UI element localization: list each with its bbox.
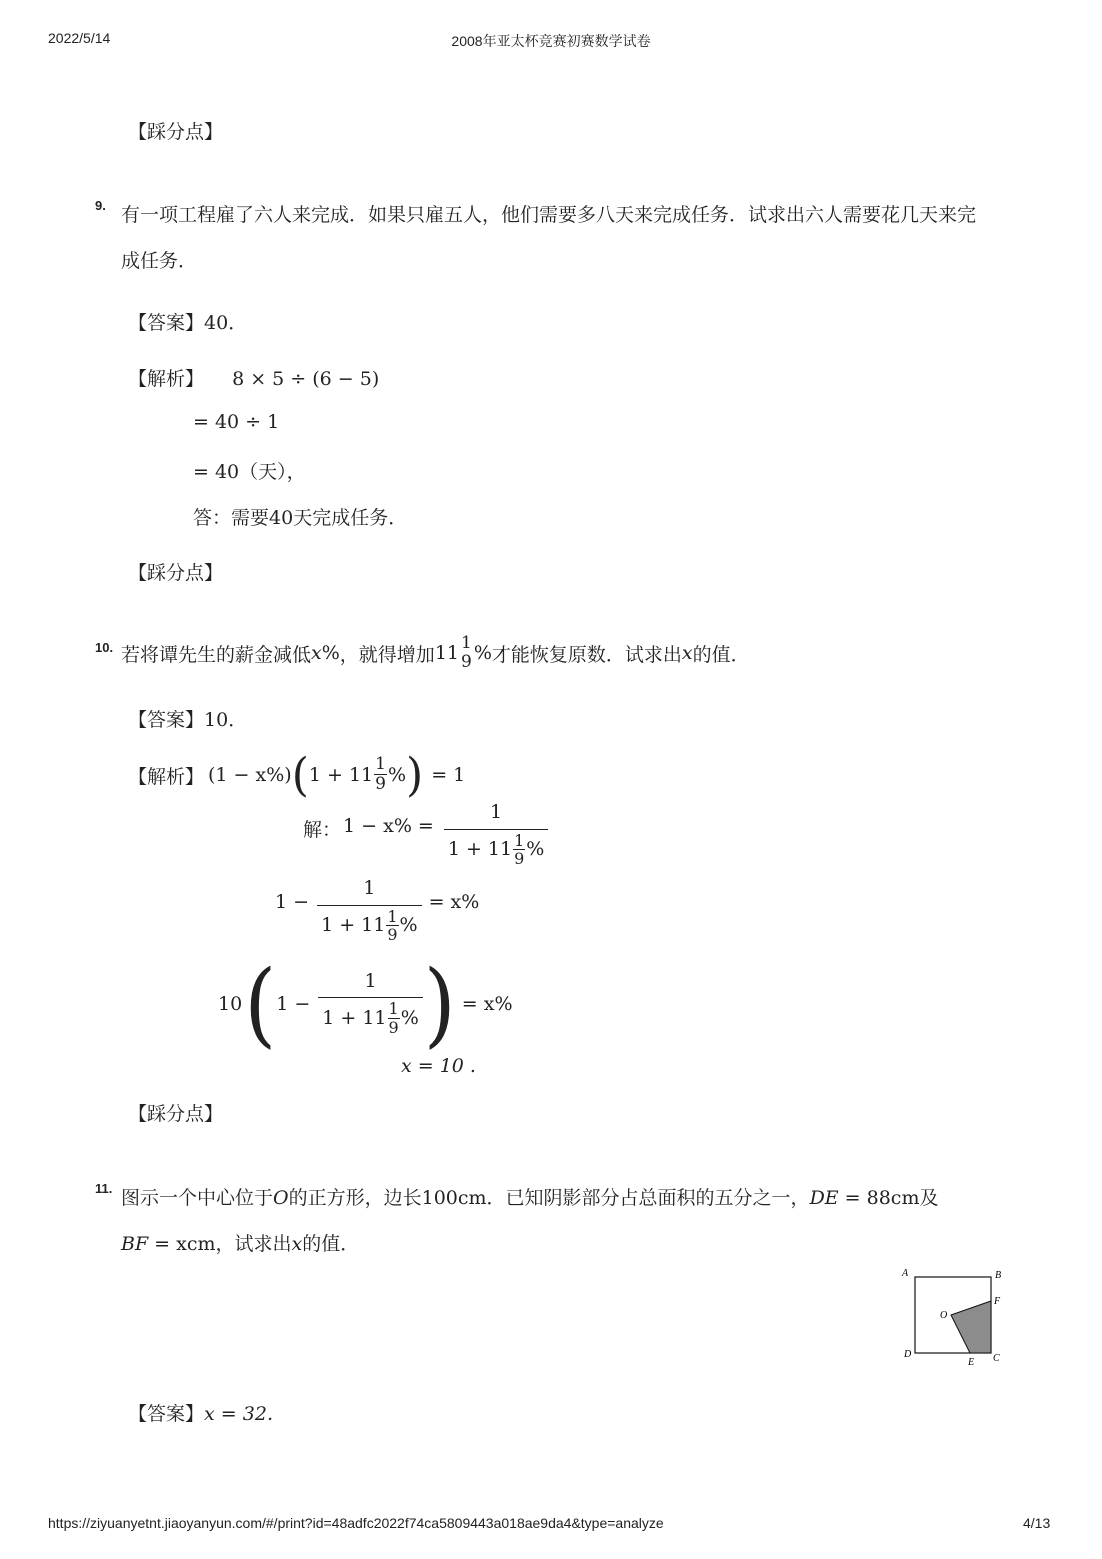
question-number: 9. (95, 198, 106, 213)
fraction: 1 1 + 11 $\frac{1}{9}$ % (318, 971, 423, 1038)
math-step: 解： 1 − x% = 1 1 + 11 $\frac{1}{9}$ % (303, 800, 549, 880)
fraction: 1 1 + 11 $\frac{1}{9}$ % (317, 878, 422, 945)
math-step: 【解析】 (1 − x%) ( 1 + 11 $\frac{1}{9}$ % ) = 1 (128, 748, 466, 802)
math-step: 8 × 5 ÷ (6 − 5) (232, 368, 380, 390)
question-text: 若将谭先生的薪金减低 x % ，就得增加 11 1 9 % 才能恢复原数．试求出 x 的值． (121, 632, 750, 672)
answer-label: 【答案】 (128, 709, 205, 731)
fraction: 1 1 + 11 $\frac{1}{9}$ % (444, 802, 549, 869)
answer-label: 【答案】 (128, 1403, 205, 1425)
answer-value: 10． (204, 709, 248, 731)
answer-sentence: 答：需要40天完成任务． (193, 507, 408, 529)
page-number: 4/13 (1023, 1515, 1051, 1531)
math-step: 1 − 1 1 + 11 $\frac{1}{9}$ % = x% (275, 877, 480, 945)
label-b: B (995, 1270, 1002, 1281)
score-label: 【踩分点】 (128, 121, 224, 143)
question-number: 10. (95, 640, 114, 655)
footer-url: https://ziyuanyetnt.jiaoyanyun.com/#/print?id=48adfc2022f74ca5809443a018ae9da4&type=analyze (48, 1515, 664, 1531)
question-text: 有一项工程雇了六人来完成．如果只雇五人，他们需要多八天来完成任务．试求出六人需要花几天来完 (121, 204, 977, 226)
score-label: 【踩分点】 (128, 562, 224, 584)
question-text: 图示一个中心位于O的正方形，边长100cm．已知阴影部分占总面积的五分之一，DE = 88cm及 (121, 1187, 939, 1209)
fraction: $\frac{1}{9}$ (375, 754, 386, 795)
math-step: = 40 ÷ 1 (193, 411, 280, 433)
square-figure (898, 1262, 1010, 1372)
label-o: O (940, 1310, 948, 1321)
label-e: E (968, 1357, 975, 1368)
print-date: 2022/5/14 (48, 30, 111, 46)
score-label: 【踩分点】 (128, 1103, 224, 1125)
answer-row (128, 308, 247, 335)
analysis-label: 【解析】 (128, 368, 205, 390)
math-step: = 40（天）， (193, 461, 306, 483)
analysis-label: 【解析】 (128, 765, 205, 788)
answer-row (128, 705, 247, 732)
question-number: 11. (95, 1181, 113, 1196)
question-text: BF = xcm，试求出x的值． (121, 1233, 360, 1255)
answer-label: 【答案】 (128, 312, 205, 334)
label-c: C (993, 1353, 1000, 1364)
fraction: 1 9 (461, 632, 472, 672)
document-title: 2008年亚太杯竞赛初赛数学试卷 (451, 33, 651, 49)
question-text: 成任务． (121, 250, 198, 272)
math-step: x = 10 . (401, 1055, 476, 1077)
shaded-region (951, 1301, 991, 1353)
label-f: F (994, 1296, 1001, 1307)
label-a: A (902, 1268, 909, 1279)
answer-value: x = 32． (204, 1403, 286, 1425)
answer-row (128, 1399, 286, 1426)
analysis-row (128, 364, 379, 391)
math-step: 10 ( 1 − 1 1 + 11 $\frac{1}{9}$ % ) = x% (218, 950, 513, 1058)
answer-value: 40． (204, 312, 248, 334)
label-d: D (904, 1349, 912, 1360)
